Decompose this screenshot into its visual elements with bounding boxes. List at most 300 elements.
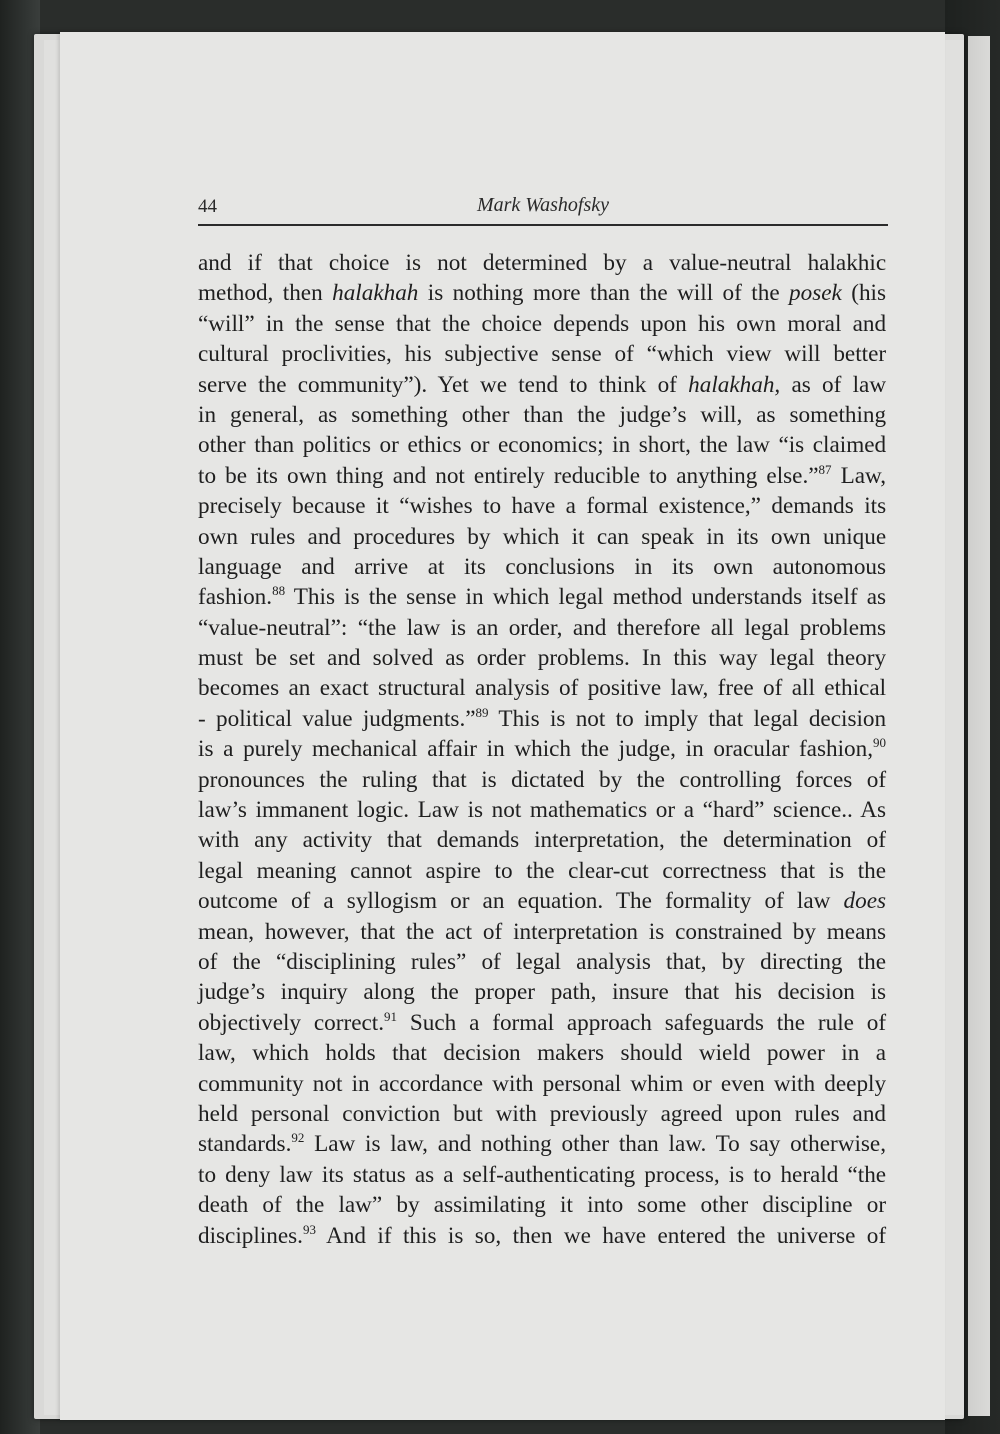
text-run: with [198, 827, 240, 854]
text-run: rules [250, 523, 296, 550]
text-run: and [327, 645, 361, 672]
text-run: means [826, 918, 887, 945]
text-run: order, [508, 614, 563, 641]
text-run: entered [657, 1222, 726, 1249]
text-run: other [700, 1192, 749, 1219]
text-run: think [598, 371, 647, 398]
text-run: cultural [198, 341, 269, 368]
italic-term: does [843, 888, 887, 915]
text-run: of [866, 1009, 887, 1036]
text-run: of [482, 918, 503, 945]
text-run: method [612, 584, 683, 611]
text-run: equation. [517, 888, 604, 915]
text-run: analysis [576, 948, 651, 975]
text-run: is [365, 1131, 381, 1158]
text-run: subjective [444, 341, 539, 368]
text-line [198, 400, 886, 430]
text-run: claimed [812, 432, 887, 459]
text-run: than [618, 1131, 659, 1158]
text-run: “is [778, 432, 805, 459]
running-title: Mark Washofsky [476, 194, 610, 216]
text-run: moral [787, 310, 842, 337]
text-run: path, [550, 979, 597, 1006]
text-run: value-neutral [669, 250, 792, 276]
text-run: that [396, 310, 431, 337]
text-run: is [728, 1161, 745, 1188]
text-run: law, [390, 1131, 428, 1158]
text-run: set [289, 645, 315, 672]
text-run: which [514, 736, 572, 763]
text-run: directing [760, 948, 843, 975]
text-run: that [392, 1040, 427, 1067]
text-run: formal [586, 493, 649, 520]
footnote-ref: 92 [291, 1130, 305, 1146]
text-run: in [351, 1070, 370, 1097]
text-run: law, [670, 675, 709, 702]
text-line [198, 522, 886, 552]
body-paragraph [198, 248, 886, 1251]
text-run: the [441, 310, 471, 337]
text-line [198, 1038, 886, 1068]
text-line [198, 491, 886, 521]
text-run: imply [643, 705, 699, 732]
text-line [198, 1129, 886, 1159]
text-run: its [736, 523, 759, 550]
text-line [198, 339, 886, 369]
text-run: entirely [473, 462, 545, 489]
text-run: The [615, 888, 652, 915]
text-run: and [852, 1100, 887, 1127]
text-run: view [726, 341, 772, 368]
text-run: and [392, 462, 427, 489]
text-run: analysis [474, 675, 550, 702]
text-run: rules” [410, 948, 467, 975]
text-run: value [302, 705, 353, 732]
text-run: an [482, 888, 505, 915]
text-run: than [254, 432, 295, 459]
footnote-ref: 89 [475, 704, 489, 720]
text-run: As [860, 797, 886, 824]
text-run: or [379, 432, 399, 459]
text-run: (his [851, 280, 886, 307]
text-run: as [317, 401, 338, 428]
text-run: structural [378, 675, 466, 702]
text-run: we [563, 1222, 591, 1249]
text-run: cannot [350, 857, 412, 884]
text-run: To [715, 1131, 740, 1158]
text-run: controlling [679, 766, 782, 793]
text-run: the [737, 1222, 766, 1249]
text-run: exact [319, 675, 369, 702]
text-run: as [445, 645, 465, 672]
text-run: something [789, 401, 887, 428]
text-run: to [753, 1161, 772, 1188]
text-run: not [312, 1070, 343, 1097]
text-line [198, 825, 886, 855]
text-run: “disciplining [275, 948, 396, 975]
text-run: legal [769, 645, 815, 672]
text-run: will, [700, 401, 743, 428]
text-run: or [655, 797, 676, 824]
text-run: upon [735, 1100, 782, 1127]
text-run: immanent [255, 797, 349, 824]
text-run: his [734, 979, 762, 1006]
text-line [198, 704, 886, 734]
text-run: own [736, 310, 777, 337]
text-run: mechanical [311, 736, 418, 763]
text-run: the [430, 979, 459, 1006]
text-run: in [265, 310, 284, 337]
text-run: of [262, 1192, 282, 1219]
text-run: that [360, 918, 396, 945]
text-run: politics [302, 432, 371, 459]
text-run: to [569, 371, 588, 398]
text-run: fashion. [198, 584, 273, 611]
text-run: And [326, 1222, 367, 1249]
text-run: becomes [198, 675, 280, 702]
text-run: judge, [618, 736, 676, 763]
text-run: is [450, 614, 467, 641]
text-run: a [565, 493, 576, 520]
text-run: determination [722, 827, 852, 854]
text-run: an [288, 675, 311, 702]
text-run: law [279, 1161, 313, 1188]
text-run: legal [744, 614, 790, 641]
text-run: as [414, 1161, 435, 1188]
text-run: own [770, 523, 811, 550]
text-run: decision [443, 1040, 521, 1067]
text-run: even [720, 1070, 765, 1097]
text-run: not [437, 250, 467, 276]
text-run: a [443, 1161, 454, 1188]
text-line [198, 613, 886, 643]
text-run: insure [612, 979, 669, 1006]
footnote-ref: 93 [302, 1221, 316, 1237]
text-run: standards. [198, 1131, 292, 1158]
text-run: ethical [824, 675, 887, 702]
text-run: in [706, 523, 725, 550]
text-run: outcome [198, 888, 278, 915]
text-run: as [756, 401, 776, 428]
text-run: however, [264, 918, 350, 945]
text-run: way [718, 645, 758, 672]
text-run: demands [436, 827, 520, 854]
text-run: and [852, 310, 887, 337]
text-run: problems. [537, 645, 630, 672]
text-run: syllogism [346, 888, 437, 915]
text-run: a [469, 1009, 480, 1036]
text-run: is [648, 918, 665, 945]
text-run: will [784, 341, 821, 368]
text-run: halakhic [807, 250, 887, 276]
text-run: sense [551, 341, 602, 368]
text-run: otherwise, [790, 1131, 887, 1158]
text-run: along [363, 979, 415, 1006]
text-run: is [344, 584, 360, 611]
text-run: decision [777, 979, 855, 1006]
text-run: economics; [497, 432, 604, 459]
text-run: of [866, 766, 887, 793]
text-run: a [875, 1040, 887, 1067]
text-run: pronounces [198, 766, 305, 793]
text-run: proper [474, 979, 536, 1006]
text-run: we [479, 371, 507, 398]
text-run: aspire [425, 857, 481, 884]
text-run: with [773, 1070, 816, 1097]
text-run: a [223, 736, 234, 763]
text-run: legal [515, 948, 561, 975]
text-run: the [295, 310, 324, 337]
text-run: something [351, 401, 448, 428]
text-run: conclusions [505, 553, 615, 580]
text-run: have [511, 493, 556, 520]
text-line [198, 461, 886, 491]
text-run: personal [542, 1070, 622, 1097]
text-run: all [710, 614, 734, 641]
text-run: than [523, 401, 564, 428]
text-line [198, 278, 886, 308]
text-run: judge’s [198, 979, 265, 1006]
text-run: law” [338, 1192, 383, 1219]
text-run: any [254, 827, 288, 854]
text-run: the [699, 432, 728, 459]
text-run: not [491, 797, 522, 824]
text-run: law [796, 888, 831, 915]
text-run: of [481, 948, 501, 975]
text-run: that [708, 705, 744, 732]
text-run: speak [641, 523, 695, 550]
text-run: of [198, 948, 218, 975]
text-run: that, [666, 948, 707, 975]
text-run: a [683, 797, 694, 824]
text-run: or [692, 1070, 712, 1097]
text-run: its [256, 462, 278, 489]
text-run: of [764, 888, 784, 915]
text-run: choice [481, 310, 543, 337]
text-run: the [295, 1192, 325, 1219]
text-run: fashion, [798, 736, 874, 763]
text-run: than [590, 280, 630, 307]
text-run: else.” [766, 462, 819, 489]
text-run: affair [427, 736, 477, 763]
text-run: to [494, 857, 513, 884]
text-run: as [791, 371, 811, 398]
text-run: “the [847, 1161, 887, 1188]
text-run: dictated [511, 766, 585, 793]
text-run: better [833, 341, 887, 368]
text-run: accordance [378, 1070, 484, 1097]
text-run: by [721, 948, 745, 975]
text-run: safeguards [664, 1009, 764, 1036]
text-run: all [791, 675, 815, 702]
text-line [198, 947, 886, 977]
text-run: the [580, 736, 610, 763]
text-run: law [852, 371, 887, 398]
text-run: in [486, 736, 505, 763]
text-run: is [481, 766, 497, 793]
text-line [198, 673, 886, 703]
text-line [198, 1160, 886, 1190]
text-run: the [577, 401, 606, 428]
text-run: mean, [198, 918, 255, 945]
text-line [198, 248, 886, 278]
text-run: of [866, 827, 886, 854]
text-run: is [870, 979, 887, 1006]
text-run: by [792, 918, 816, 945]
text-line [198, 1190, 886, 1220]
text-run: is [549, 705, 566, 732]
text-run: his [404, 341, 432, 368]
text-run: upon [640, 310, 687, 337]
facing-page-edge [968, 36, 990, 1416]
text-run: discipline [762, 1192, 853, 1219]
text-run: that [387, 827, 422, 854]
text-run: the [679, 827, 709, 854]
text-run: other [561, 1131, 610, 1158]
text-run: a [642, 250, 653, 276]
text-run: to [198, 462, 217, 489]
text-run: held [198, 1100, 238, 1127]
text-run: act [445, 918, 473, 945]
text-run: is [427, 280, 444, 307]
text-run: its [671, 553, 694, 580]
text-run: in [465, 584, 484, 611]
text-line [198, 734, 886, 764]
text-run: community”). [297, 371, 428, 398]
text-line [198, 1221, 886, 1251]
text-run: that [684, 979, 720, 1006]
text-line [198, 370, 886, 400]
text-line [198, 795, 886, 825]
text-line [198, 856, 886, 886]
text-run: the [526, 857, 555, 884]
text-run: autonomous [772, 553, 887, 580]
text-run: legal [198, 857, 244, 884]
text-run: if [247, 250, 262, 276]
text-line [198, 552, 886, 582]
text-run: own [287, 462, 327, 489]
text-run: its [463, 553, 486, 580]
text-run: as [866, 584, 887, 611]
running-header [198, 190, 888, 226]
text-run: will [677, 280, 714, 307]
text-run: or [470, 432, 490, 459]
text-run: nothing [480, 1131, 552, 1158]
text-run: that [780, 857, 816, 884]
text-run: so, [474, 1222, 502, 1249]
text-run: must [198, 645, 244, 672]
text-run: its [321, 1161, 344, 1188]
text-run: objectively [198, 1009, 302, 1036]
text-run: the [751, 280, 780, 307]
text-run: or [866, 1192, 887, 1219]
text-run: political [216, 705, 293, 732]
text-run: short, [638, 432, 691, 459]
text-run: decision [808, 705, 887, 732]
text-run: wield [698, 1040, 751, 1067]
text-run: this [402, 1222, 437, 1249]
text-line [198, 430, 886, 460]
footnote-ref: 91 [384, 1008, 398, 1024]
text-run: order [476, 645, 526, 672]
text-line [198, 765, 886, 795]
text-run: depends [553, 310, 630, 337]
text-run: the [319, 766, 348, 793]
text-run: it [560, 1192, 573, 1219]
text-run: law, [198, 1040, 236, 1067]
text-run: that [277, 250, 313, 276]
text-run: - [198, 705, 206, 732]
text-run: that [431, 766, 467, 793]
text-run: process, [644, 1161, 720, 1188]
text-run: and [307, 523, 342, 550]
text-run: solved [372, 645, 434, 672]
text-run: a [323, 888, 334, 915]
text-run: be [225, 462, 247, 489]
text-run: status [352, 1161, 406, 1188]
text-run: previously [549, 1100, 648, 1127]
text-run: is [405, 250, 421, 276]
text-run: proclivities, [281, 341, 392, 368]
text-run: Yet [437, 371, 469, 398]
text-run: in [685, 736, 704, 763]
text-run: nothing [452, 280, 524, 307]
text-run: its [864, 493, 887, 520]
text-run: “value-neutral”: [198, 614, 348, 641]
text-run: formality [665, 888, 752, 915]
text-run: with [495, 1100, 537, 1127]
text-run: the [857, 857, 887, 884]
text-run: This [498, 705, 540, 732]
page-number: 44 [198, 196, 217, 217]
text-run: existence,” [658, 493, 761, 520]
text-run: own [198, 523, 238, 550]
text-run: Such [409, 1009, 457, 1036]
text-run: judgments.” [362, 705, 476, 732]
italic-term: halakhah [332, 280, 419, 307]
text-run: rules [794, 1100, 840, 1127]
text-run: problems [799, 614, 887, 641]
text-run: In [641, 645, 662, 672]
text-run: legal [558, 584, 604, 611]
text-line [198, 1069, 886, 1099]
text-run: or [450, 888, 470, 915]
text-run: This [293, 584, 335, 611]
footnote-ref: 90 [873, 735, 887, 751]
text-run: meaning [256, 857, 337, 884]
text-run: oracular [713, 736, 790, 763]
text-run: disciplines. [198, 1222, 303, 1249]
text-run: “which [646, 341, 714, 368]
text-run: universe [776, 1222, 856, 1249]
text-run: should [620, 1040, 683, 1067]
text-run: the [857, 948, 886, 975]
text-run: language [198, 553, 282, 580]
text-run: personal [250, 1100, 330, 1127]
text-run: itself [811, 584, 858, 611]
text-run: science.. [773, 797, 853, 824]
text-run: by [598, 766, 623, 793]
text-run: an [476, 614, 499, 641]
text-run: of [290, 888, 311, 915]
text-run: sense [334, 310, 385, 337]
text-run: not [435, 462, 465, 489]
text-run: to [483, 493, 502, 520]
text-run: “will” [198, 310, 255, 337]
text-run: the [636, 766, 665, 793]
text-run: in [634, 553, 653, 580]
text-run: by [396, 1192, 420, 1219]
